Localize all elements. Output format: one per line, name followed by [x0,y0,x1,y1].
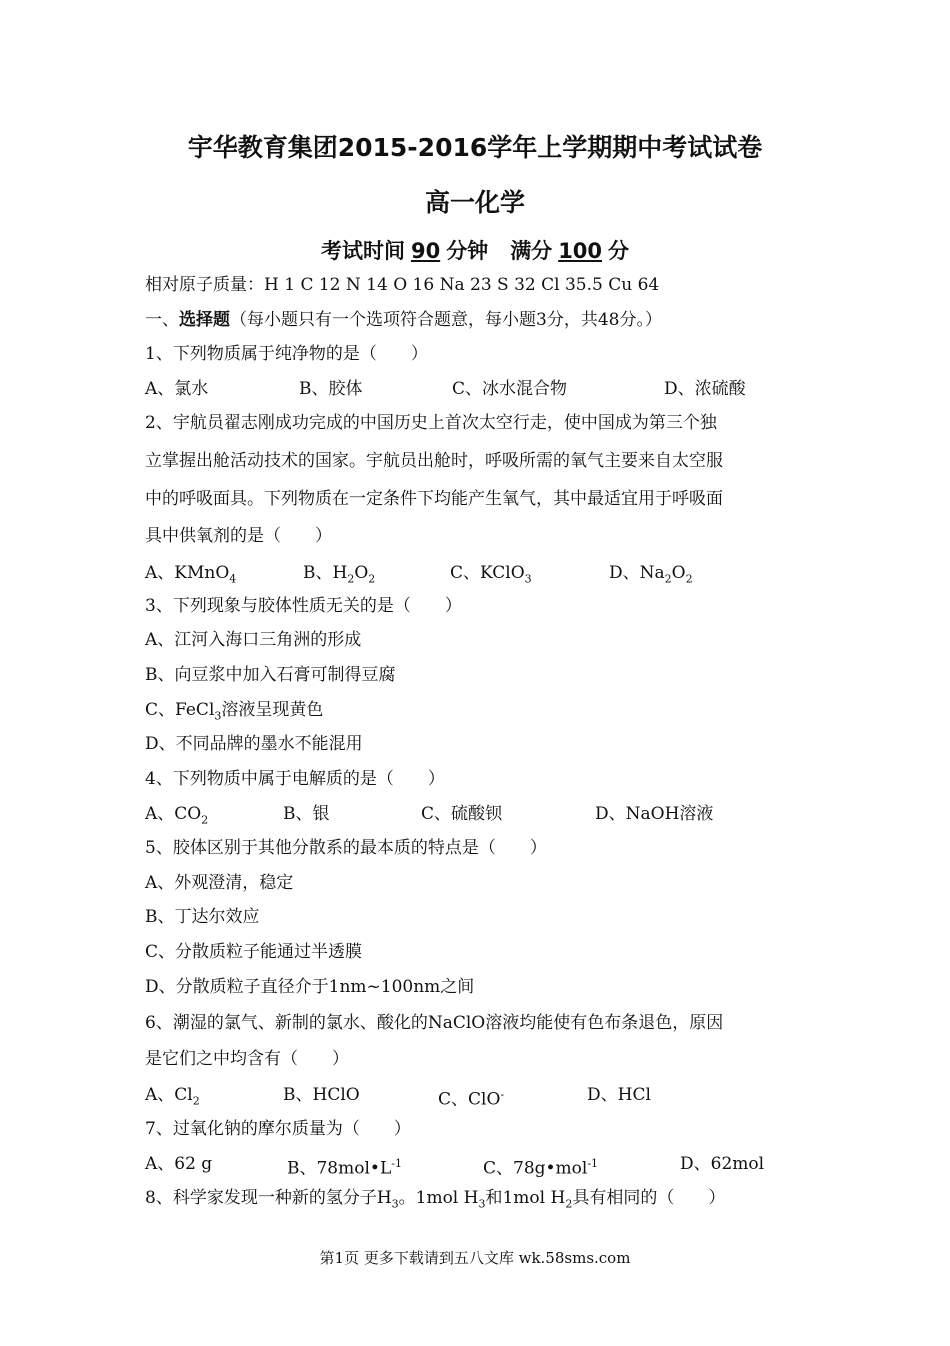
option-b: B、$H_2O_2$ [303,563,376,586]
option-a: A、江河入海口三角洲的形成 [145,630,362,650]
option-c: C、分散质粒子能通过半透膜 [145,942,363,962]
option-d: D、不同品牌的墨水不能混用 [145,734,363,754]
section-note: （每小题只有一个选项符合题意，每小题3分，共48分。） [230,310,662,330]
option-b: B、向豆浆中加入石膏可制得豆腐 [145,665,396,685]
option-a: A、$Cl_2$ [145,1085,200,1108]
option-d: D、HCl [587,1085,651,1105]
score-value: 100 [558,239,603,263]
question-stem: 3、下列现象与胶体性质无关的是（ ） [145,596,462,616]
option-b: B、银 [283,804,330,824]
option-c: C、KClO$_3$ [450,563,532,586]
option-b: B、丁达尔效应 [145,907,260,927]
question-stem: 1、下列物质属于纯净物的是（ ） [145,344,428,364]
option-b: B、$78mol•L^{-1}$ [287,1157,402,1179]
exam-title: 宇华教育集团2015-2016学年上学期期中考试试卷 [187,133,763,162]
option-b: B、胶体 [299,379,363,399]
option-c: C、ClO- [438,1088,505,1110]
option-a: A、$CO_2$ [145,804,209,827]
question-stem: 具中供氧剂的是（ ） [145,526,332,546]
option-c: C、硫酸钡 [421,804,503,824]
question-stem: 是它们之中均含有（ ） [145,1049,349,1069]
section-title: 选择题 [179,310,230,330]
exam-subject: 高一化学 [424,188,525,217]
section-heading [145,309,662,331]
question-stem: 5、胶体区别于其他分散系的最本质的特点是（ ） [145,838,547,858]
question-stem: 中的呼吸面具。下列物质在一定条件下均能产生氧气，其中最适宜用于呼吸面 [145,489,723,509]
page-footer: 第1页 更多下载请到五八文库 wk.58sms.com [319,1249,631,1267]
question-stem: 6、潮湿的氯气、新制的氯水、酸化的NaClO溶液均能使有色布条退色，原因 [145,1013,724,1033]
option-c: C、冰水混合物 [452,379,568,399]
question-stem: 4、下列物质中属于电解质的是（ ） [145,769,445,789]
option-c: C、78g•mol$^{-1}$ [483,1157,599,1179]
score-unit: 分 [608,239,630,263]
score-label: 满分 [510,239,553,263]
time-label: 考试时间 [320,239,405,263]
option-a: A、62 g [145,1154,213,1174]
option-d: D、NaOH溶液 [595,804,714,824]
atomic-masses: 相对原子质量：H 1 C 12 N 14 O 16 Na 23 S 32 Cl 35.5 Cu 64 [145,275,660,295]
time-unit: 分钟 [446,239,489,263]
option-d: D、62mol [680,1154,765,1174]
option-d: D、$Na_2O_2$ [609,563,693,586]
option-b: B、HClO [283,1085,360,1105]
question-stem: 8、科学家发现一种新的氢分子$H_3$。1mol $H_3$和1mol $H_2$具有相同的（ ） [145,1188,726,1211]
question-stem: 立掌握出舱活动技术的国家。宇航员出舱时，呼吸所需的氧气主要来自太空服 [145,451,723,471]
section-number: 一、 [145,310,179,330]
option-a: A、外观澄清，稳定 [145,873,294,893]
option-a: A、氯水 [145,379,209,399]
option-d: D、分散质粒子直径介于1nm~100nm之间 [145,977,475,997]
question-stem: 7、过氧化钠的摩尔质量为（ ） [145,1119,411,1139]
time-value: 90 [410,239,441,263]
exam-info [0,235,950,265]
option-a: A、KMnO$_4$ [145,563,237,586]
option-d: D、浓硫酸 [664,379,746,399]
question-stem: 2、宇航员翟志刚成功完成的中国历史上首次太空行走，使中国成为第三个独 [145,413,717,433]
option-c: C、FeCl$_3$溶液呈现黄色 [145,700,324,723]
